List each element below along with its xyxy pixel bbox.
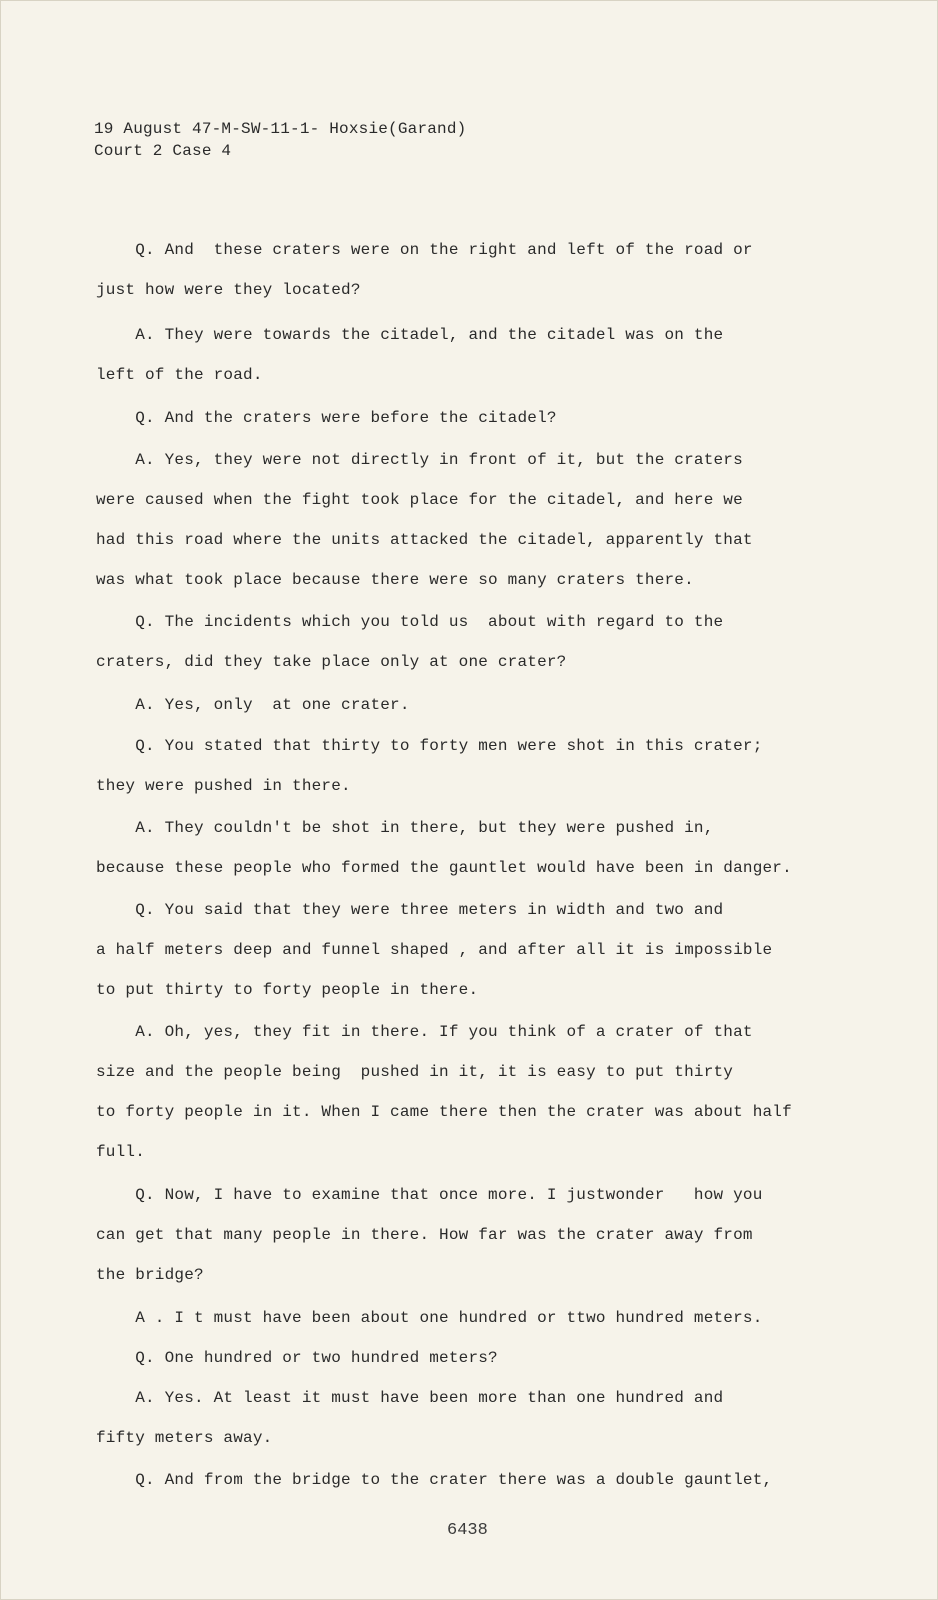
page-number: 6438 <box>447 1521 488 1540</box>
transcript-line: A. They couldn't be shot in there, but they were pushed in, <box>96 819 714 837</box>
transcript-line: just how were they located? <box>96 281 361 299</box>
transcript-line: they were pushed in there. <box>96 777 351 795</box>
document-header <box>94 118 466 162</box>
transcript-line: A. Oh, yes, they fit in there. If you think of a crater of that <box>96 1023 753 1041</box>
header-court-line: Court 2 Case 4 <box>94 142 232 160</box>
transcript-line: left of the road. <box>96 366 263 384</box>
transcript-line: because these people who formed the gauntlet would have been in danger. <box>96 859 792 877</box>
transcript-line: A. They were towards the citadel, and the citadel was on the <box>96 326 724 344</box>
transcript-line: Q. And the craters were before the citadel? <box>96 409 557 427</box>
transcript-line: Q. One hundred or two hundred meters? <box>96 1349 498 1367</box>
transcript-line: A. Yes, only at one crater. <box>96 696 410 714</box>
transcript-line: A . I t must have been about one hundred or ttwo hundred meters. <box>96 1309 763 1327</box>
transcript-line: Q. You stated that thirty to forty men were shot in this crater; <box>96 737 763 755</box>
transcript-line: Q. Now, I have to examine that once more. I justwonder how you <box>96 1186 763 1204</box>
transcript-line: was what took place because there were so many craters there. <box>96 571 694 589</box>
transcript-line: Q. The incidents which you told us about with regard to the <box>96 613 724 631</box>
transcript-line: craters, did they take place only at one crater? <box>96 653 567 671</box>
transcript-line: Q. And these craters were on the right and left of the road or <box>96 241 753 259</box>
transcript-line: the bridge? <box>96 1266 204 1284</box>
header-date-line: 19 August 47-M-SW-11-1- Hoxsie(Garand) <box>94 120 467 138</box>
transcript-line: fifty meters away. <box>96 1429 273 1447</box>
transcript-line: a half meters deep and funnel shaped , and after all it is impossible <box>96 941 773 959</box>
transcript-line: can get that many people in there. How far was the crater away from <box>96 1226 753 1244</box>
transcript-line: A. Yes, they were not directly in front of it, but the craters <box>96 451 743 469</box>
transcript-line: Q. And from the bridge to the crater there was a double gauntlet, <box>96 1471 773 1489</box>
transcript-line: Q. You said that they were three meters in width and two and <box>96 901 724 919</box>
transcript-line: to forty people in it. When I came there then the crater was about half <box>96 1103 792 1121</box>
transcript-line: to put thirty to forty people in there. <box>96 981 479 999</box>
transcript-line: had this road where the units attacked the citadel, apparently that <box>96 531 753 549</box>
transcript-line: full. <box>96 1143 146 1161</box>
transcript-line: A. Yes. At least it must have been more than one hundred and <box>96 1389 724 1407</box>
transcript-line: were caused when the fight took place for the citadel, and here we <box>96 491 743 509</box>
transcript-line: size and the people being pushed in it, it is easy to put thirty <box>96 1063 734 1081</box>
